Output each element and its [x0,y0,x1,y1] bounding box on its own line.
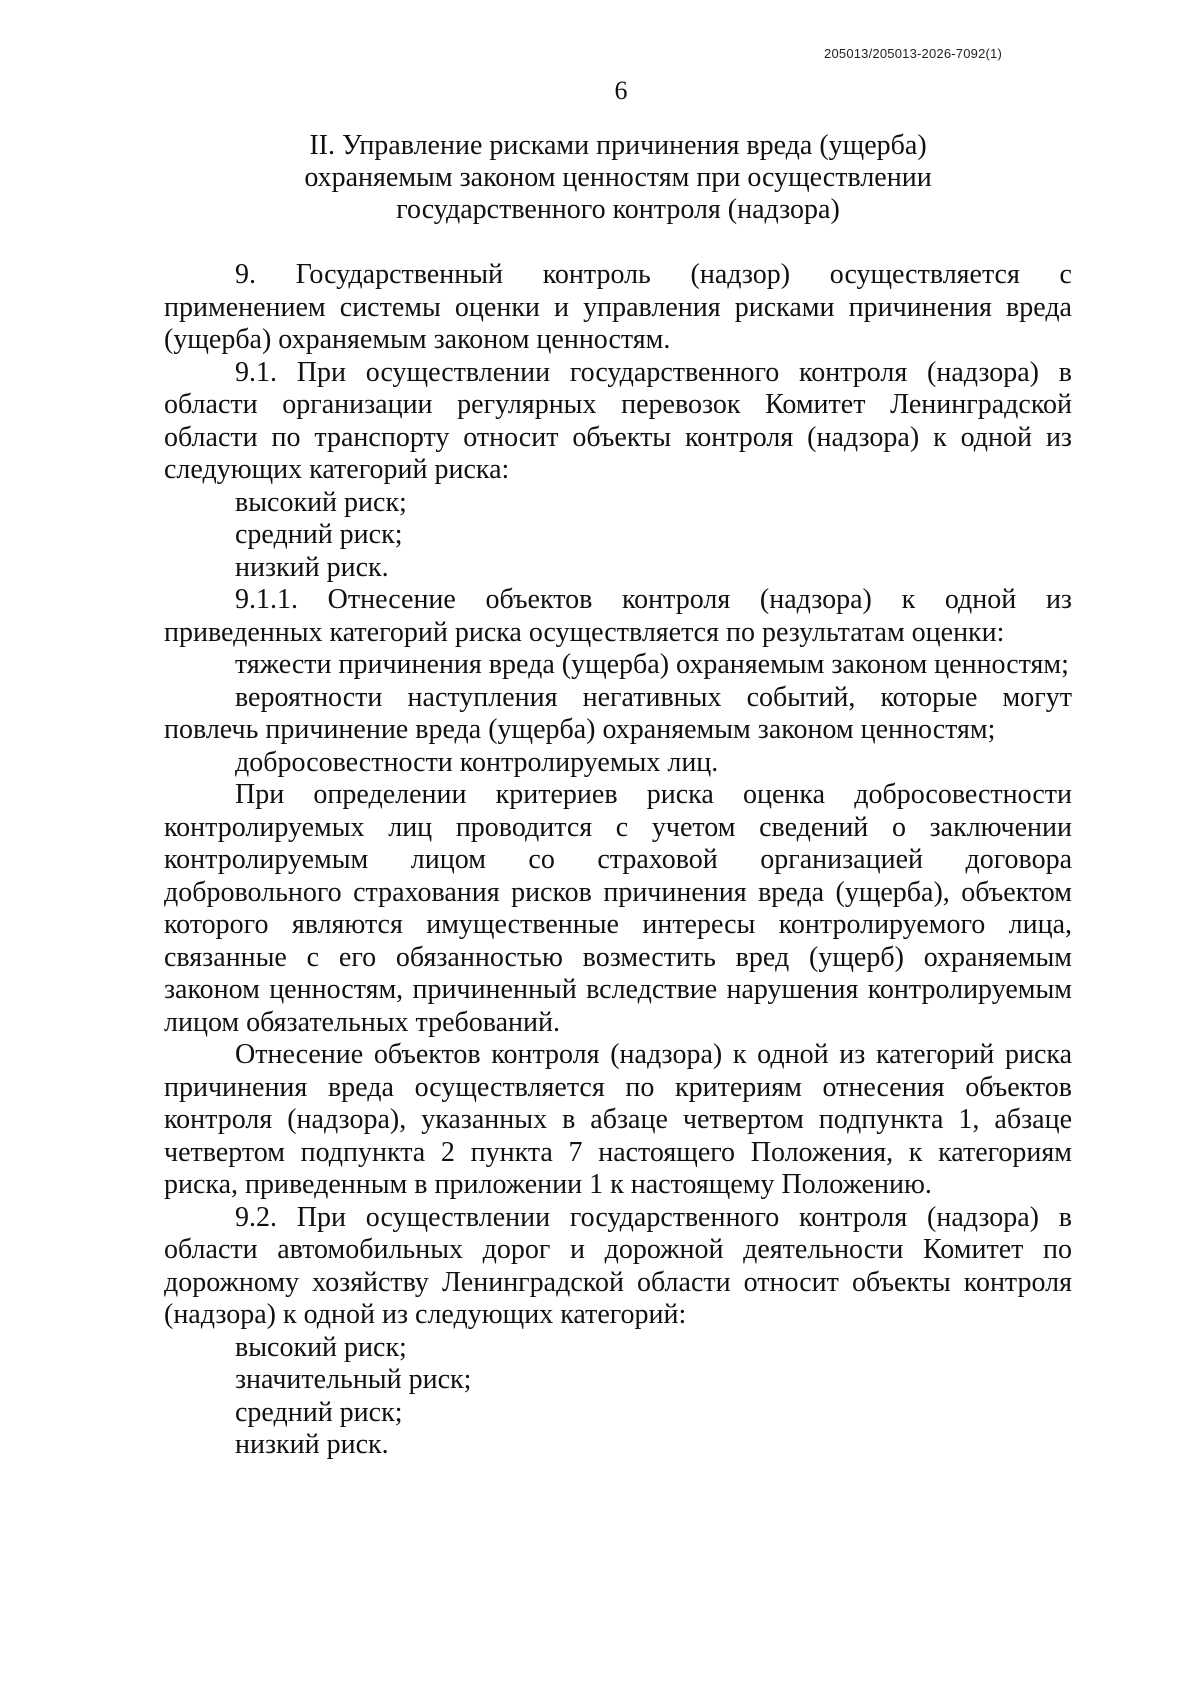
list-item: значительный риск; [235,1364,472,1395]
paragraph-9-2: 9.2. При осуществлении государственного контроля (надзора) в области автомобильных дорог и дорожной деятельности Комитет по дорожному хозяйству Ленинградской области относит объекты контроля (надзора) к одной из следующих категорий: [164,1201,1072,1330]
list-item: средний риск; [235,519,403,550]
section-heading-line: охраняемым законом ценностям при осуществлении [304,162,932,193]
paragraph-assignment: Отнесение объектов контроля (надзора) к одной из категорий риска причинения вреда осуществляется по критериям отнесения объектов контроля (надзора), указанных в абзаце четвертом подпункта 1, абзаце четвертом подпункта 2 пункта 7 настоящего Положения, к категориям риска, приведенным в приложении 1 к настоящему Положению. [164,1039,1072,1200]
section-heading-line: государственного контроля (надзора) [396,194,840,225]
page-number: 6 [614,76,628,105]
list-item: средний риск; [235,1396,403,1428]
paragraph-probability: вероятности наступления негативных событий, которые могут повлечь причинение вреда (ущерба) охраняемым законом ценностям; [164,681,1072,745]
paragraph-severity: тяжести причинения вреда (ущерба) охраняемым законом ценностям; [235,649,1069,680]
paragraph-integrity: добросовестности контролируемых лиц. [235,746,719,778]
document-registration-number: 205013/205013-2026-7092(1) [824,46,1002,61]
risk-category-list-roads [164,1332,1072,1462]
paragraph-9: 9. Государственный контроль (надзор) осуществляется с применением системы оценки и управления рисками причинения вреда (ущерба) охраняемым законом ценностям. [164,259,1072,355]
paragraph-9-1-1: 9.1.1. Отнесение объектов контроля (надзора) к одной из приведенных категорий риска осуществляется по результатам оценки: [164,584,1072,648]
section-heading-line: II. Управление рисками причинения вреда (ущерба) [309,130,927,161]
section-heading [258,130,978,226]
paragraph-criteria: При определении критериев риска оценка добросовестности контролируемых лиц проводится с учетом сведений о заключении контролируемым лицом со страховой организацией договора добровольного страхования рисков причинения вреда (ущерба), объектом которого являются имущественные интересы контролируемого лица, связанные с его обязанностью возместить вред (ущерб) охраняемым законом ценностям, причиненный вследствие нарушения контролируемым лицом обязательных требований. [164,779,1072,1038]
list-item: низкий риск. [235,1429,389,1460]
list-item: высокий риск; [235,486,407,518]
risk-category-list-transport [164,487,1072,585]
paragraph-9-1: 9.1. При осуществлении государственного контроля (надзора) в области организации регулярных перевозок Комитет Ленинградской области по транспорту относит объекты контроля (надзора) к одной из следующих категорий риска: [164,356,1072,485]
list-item: низкий риск. [235,551,389,583]
list-item: высокий риск; [235,1331,407,1363]
document-body [164,259,1072,1462]
